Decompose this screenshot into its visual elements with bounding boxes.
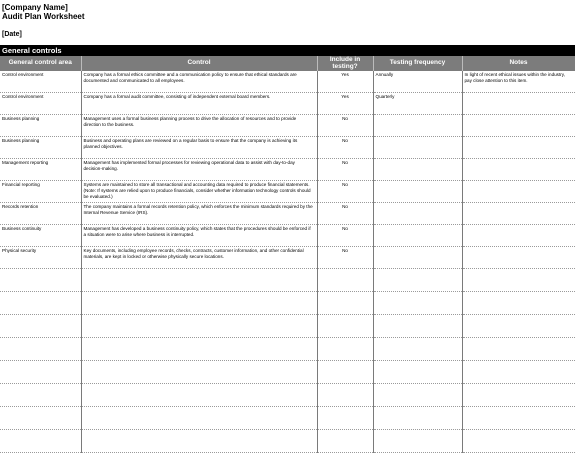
table-row — [0, 93, 575, 115]
frequency-cell[interactable] — [373, 181, 462, 203]
empty-cell[interactable] — [462, 384, 575, 407]
frequency-cell[interactable]: Quarterly — [373, 93, 462, 115]
empty-cell[interactable] — [317, 430, 373, 453]
empty-row — [0, 407, 575, 430]
empty-cell[interactable] — [81, 361, 317, 384]
empty-cell[interactable] — [373, 430, 462, 453]
empty-row — [0, 292, 575, 315]
empty-cell[interactable] — [317, 407, 373, 430]
empty-cell[interactable] — [373, 361, 462, 384]
table-row — [0, 137, 575, 159]
table-row — [0, 115, 575, 137]
empty-cell[interactable] — [0, 315, 81, 338]
date-field: [Date] — [2, 31, 22, 38]
empty-row — [0, 315, 575, 338]
frequency-cell[interactable] — [373, 115, 462, 137]
include-cell[interactable]: No — [317, 159, 373, 181]
empty-cell[interactable] — [317, 315, 373, 338]
notes-cell[interactable] — [462, 93, 575, 115]
frequency-cell[interactable] — [373, 137, 462, 159]
area-cell[interactable]: Management reporting — [0, 159, 81, 181]
include-cell[interactable]: No — [317, 115, 373, 137]
frequency-cell[interactable] — [373, 225, 462, 247]
notes-cell[interactable] — [462, 181, 575, 203]
control-cell[interactable]: Company has a formal audit committee, consisting of independent external board members. — [81, 93, 317, 115]
empty-cell[interactable] — [317, 269, 373, 292]
column-header-frequency: Testing frequency — [373, 56, 462, 71]
empty-cell[interactable] — [0, 384, 81, 407]
notes-cell[interactable] — [462, 225, 575, 247]
control-cell[interactable]: Company has a formal ethics committee and a communication policy to ensure that ethical standards are documented and communicated to all employees. — [81, 71, 317, 93]
empty-cell[interactable] — [462, 338, 575, 361]
table-row — [0, 159, 575, 181]
notes-cell[interactable] — [462, 115, 575, 137]
empty-cell[interactable] — [0, 292, 81, 315]
empty-cell[interactable] — [373, 338, 462, 361]
area-cell[interactable]: Physical security — [0, 247, 81, 269]
include-cell[interactable]: No — [317, 225, 373, 247]
empty-cell[interactable] — [373, 292, 462, 315]
area-cell[interactable]: Financial reporting — [0, 181, 81, 203]
notes-cell[interactable] — [462, 203, 575, 225]
empty-row — [0, 361, 575, 384]
control-cell[interactable]: Management has developed a business continuity policy, which states that the procedures should be enforced if a situation were to arise where business is interrupted. — [81, 225, 317, 247]
table-row — [0, 225, 575, 247]
empty-row — [0, 430, 575, 453]
control-cell[interactable]: Systems are maintained to store all transactional and accounting data required to produce financial statements. (Note: If systems are relied upon to produce financials, consider whether information technology controls should be evaluated.) — [81, 181, 317, 203]
empty-cell[interactable] — [81, 315, 317, 338]
empty-cell[interactable] — [81, 292, 317, 315]
company-name: [Company Name] — [2, 3, 68, 12]
table-row — [0, 181, 575, 203]
empty-cell[interactable] — [462, 269, 575, 292]
include-cell[interactable]: Yes — [317, 71, 373, 93]
audit-plan-table — [0, 56, 575, 453]
empty-cell[interactable] — [317, 338, 373, 361]
control-cell[interactable]: Management uses a formal business planning process to drive the allocation of resources and to provide direction to the business. — [81, 115, 317, 137]
include-cell[interactable]: No — [317, 137, 373, 159]
empty-cell[interactable] — [0, 269, 81, 292]
empty-row — [0, 338, 575, 361]
empty-cell[interactable] — [0, 361, 81, 384]
frequency-cell[interactable] — [373, 159, 462, 181]
table-header-row — [0, 56, 575, 71]
empty-cell[interactable] — [0, 430, 81, 453]
empty-cell[interactable] — [462, 361, 575, 384]
area-cell[interactable]: Business continuity — [0, 225, 81, 247]
empty-cell[interactable] — [317, 361, 373, 384]
empty-row — [0, 384, 575, 407]
control-cell[interactable]: Management has implemented formal processes for reviewing operational data to assist with day-to-day decision-making. — [81, 159, 317, 181]
table-row — [0, 203, 575, 225]
empty-cell[interactable] — [462, 430, 575, 453]
frequency-cell[interactable] — [373, 203, 462, 225]
area-cell[interactable]: Control environment — [0, 71, 81, 93]
column-header-control: Control — [81, 56, 317, 71]
include-cell[interactable]: Yes — [317, 93, 373, 115]
table-row — [0, 247, 575, 269]
empty-cell[interactable] — [81, 269, 317, 292]
empty-cell[interactable] — [317, 384, 373, 407]
area-cell[interactable]: Control environment — [0, 93, 81, 115]
include-cell[interactable]: No — [317, 247, 373, 269]
empty-cell[interactable] — [462, 292, 575, 315]
section-header-bar — [0, 45, 575, 56]
notes-cell[interactable] — [462, 137, 575, 159]
column-header-area: General control area — [0, 56, 81, 71]
notes-cell[interactable]: In light of recent ethical issues within the industry, pay close attention to this item. — [462, 71, 575, 93]
empty-cell[interactable] — [373, 269, 462, 292]
empty-cell[interactable] — [81, 430, 317, 453]
empty-row — [0, 269, 575, 292]
empty-cell[interactable] — [317, 292, 373, 315]
area-cell[interactable]: Records retention — [0, 203, 81, 225]
empty-cell[interactable] — [373, 407, 462, 430]
empty-cell[interactable] — [81, 384, 317, 407]
empty-cell[interactable] — [0, 338, 81, 361]
table-row — [0, 71, 575, 93]
empty-cell[interactable] — [373, 384, 462, 407]
empty-cell[interactable] — [373, 315, 462, 338]
empty-cell[interactable] — [0, 407, 81, 430]
control-cell[interactable]: The company maintains a formal records retention policy, which enforces the minimum standards required by the Internal Revenue Service (IRS). — [81, 203, 317, 225]
control-cell[interactable]: Key documents, including employee records, checks, contracts, customer information, and other confidential materials, are kept in locked or otherwise physically secure locations. — [81, 247, 317, 269]
column-header-include: Include in testing? — [317, 56, 373, 71]
notes-cell[interactable] — [462, 159, 575, 181]
section-title: General controls — [2, 46, 62, 55]
include-cell[interactable]: No — [317, 181, 373, 203]
empty-cell[interactable] — [81, 338, 317, 361]
control-cell[interactable]: Business and operating plans are reviewed on a regular basis to ensure that the company is achieving its planned objectives. — [81, 137, 317, 159]
worksheet-title: Audit Plan Worksheet — [2, 12, 85, 21]
column-header-notes: Notes — [462, 56, 575, 71]
include-cell[interactable]: No — [317, 203, 373, 225]
area-cell[interactable]: Business planning — [0, 115, 81, 137]
empty-cell[interactable] — [462, 315, 575, 338]
frequency-cell[interactable]: Annually — [373, 71, 462, 93]
empty-cell[interactable] — [81, 407, 317, 430]
frequency-cell[interactable] — [373, 247, 462, 269]
area-cell[interactable]: Business planning — [0, 137, 81, 159]
notes-cell[interactable] — [462, 247, 575, 269]
empty-cell[interactable] — [462, 407, 575, 430]
